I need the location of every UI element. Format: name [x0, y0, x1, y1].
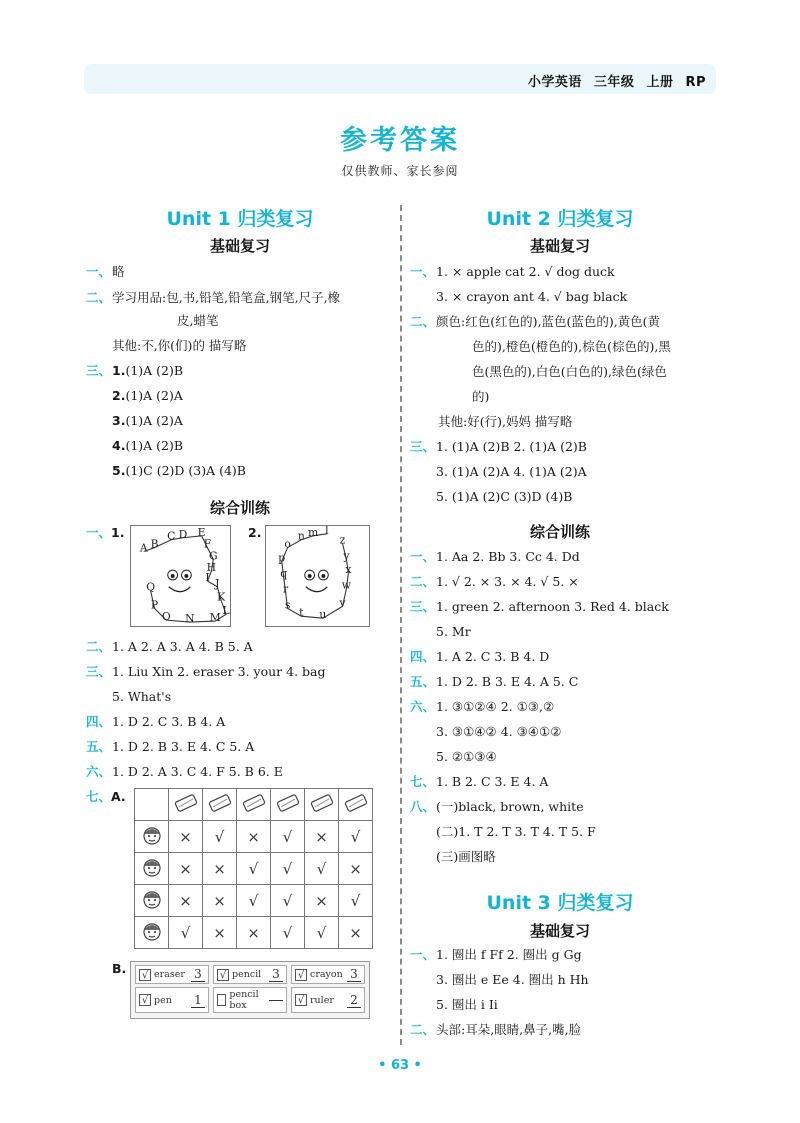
- letter-label: G: [209, 549, 218, 563]
- pencil-icon: [237, 789, 271, 821]
- answer-line: [86, 689, 171, 705]
- answer-line: [410, 289, 627, 305]
- checkbox: √: [295, 994, 307, 1006]
- answer-line: [410, 464, 587, 480]
- question-number: 八、: [410, 799, 436, 814]
- answer-text: 略: [112, 264, 125, 279]
- question-number: 三、: [410, 599, 436, 614]
- answer-text: 5. Mr: [436, 624, 471, 639]
- checkbox: √: [139, 969, 151, 981]
- letter-label: H: [206, 561, 217, 575]
- sub-number: 2.: [112, 388, 126, 403]
- item-label: crayon: [310, 969, 343, 980]
- unit1-title: Unit 1 归类复习: [166, 208, 314, 230]
- unit3-basic-title: 基础复习: [529, 922, 590, 940]
- letter-label: r: [283, 582, 289, 596]
- letter-label: p: [278, 551, 286, 565]
- answer-line: [410, 674, 578, 690]
- answer-text: 1. 圈出 f Ff 2. 圈出 g Gg: [436, 947, 582, 962]
- answer-text: 3. ③①④② 4. ③④①②: [436, 724, 562, 739]
- answer-text: 色(黑色的),白色(白色的),绿色(绿色: [472, 364, 667, 379]
- unit2-title: Unit 2 归类复习: [486, 208, 634, 230]
- question-number: 七、: [410, 774, 436, 789]
- crayon-icon: [305, 789, 339, 821]
- answer-line: [410, 1022, 581, 1038]
- answer-text: 1. D 2. C 3. B 4. A: [112, 714, 226, 729]
- answer-line: [86, 264, 125, 280]
- unit1-q7-table: [134, 788, 373, 949]
- check-cell: √: [339, 885, 373, 917]
- q7b-item: [213, 987, 287, 1013]
- q7b-item: [291, 987, 365, 1013]
- check-cell: √: [305, 917, 339, 949]
- answer-line: [86, 639, 253, 655]
- answer-text: 1. ③①②④ 2. ①③,②: [436, 699, 555, 714]
- unit2-comp-title: 综合训练: [529, 523, 590, 541]
- checkbox: √: [217, 969, 229, 981]
- unit1-comp-q1-b: 2.: [248, 525, 262, 540]
- letter-label: w: [341, 578, 352, 592]
- cartoon-face-icon: [305, 570, 329, 592]
- answer-line: [86, 388, 183, 404]
- header-edition: RP: [685, 75, 706, 90]
- answer-text: 学习用品:包,书,铅笔,铅笔盒,钢笔,尺子,橡: [112, 290, 341, 305]
- answer-text: 1. green 2. afternoon 3. Red 4. black: [436, 599, 669, 614]
- answer-line: [410, 264, 615, 280]
- answer-text: (1)C (2)D (3)A (4)B: [125, 463, 246, 478]
- answer-text: 头部:耳朵,眼睛,鼻子,嘴,脸: [436, 1022, 582, 1037]
- check-cell: ×: [203, 917, 237, 949]
- item-label: eraser: [154, 969, 185, 980]
- answer-text: 1. A 2. C 3. B 4. D: [436, 649, 550, 664]
- connect-line: [282, 534, 352, 618]
- table-row: [135, 885, 373, 917]
- letter-label: y: [343, 549, 350, 563]
- letter-label: B: [150, 537, 159, 551]
- sub-number: 3.: [112, 413, 126, 428]
- letter-label: q: [280, 566, 288, 580]
- table-row: [135, 821, 373, 853]
- answer-text: (二)1. T 2. T 3. T 4. T 5. F: [436, 824, 596, 839]
- answer-text: (1)A (2)B: [125, 363, 184, 378]
- eraser-icon: [169, 789, 203, 821]
- answer-text: 3. (1)A (2)A 4. (1)A (2)A: [436, 464, 587, 479]
- answer-text: (1)A (2)A: [125, 413, 183, 428]
- question-number: 一、: [86, 264, 112, 279]
- letter-label: A: [139, 541, 148, 555]
- question-number: 三、: [86, 363, 112, 378]
- sub-number: 5.: [112, 463, 126, 478]
- letter-label: J: [215, 576, 220, 590]
- answer-line: [410, 624, 471, 640]
- unit3-title: Unit 3 归类复习: [486, 892, 634, 914]
- question-number: 五、: [410, 674, 436, 689]
- table-row: [135, 917, 373, 949]
- q7b-item: [135, 987, 209, 1013]
- check-cell: √: [305, 853, 339, 885]
- letter-label: I: [205, 570, 210, 584]
- question-number: 一、: [410, 549, 436, 564]
- check-cell: √: [339, 821, 373, 853]
- page-title: 参考答案: [340, 125, 460, 156]
- question-number: 二、: [410, 314, 436, 329]
- letter-label: l: [325, 526, 329, 537]
- answer-line: [86, 739, 254, 755]
- question-number: 一、: [410, 264, 436, 279]
- answer-line: [410, 314, 660, 330]
- letter-label: v: [339, 596, 346, 610]
- answer-text: 1. Aa 2. Bb 3. Cc 4. Dd: [436, 549, 580, 564]
- header-volume: 上册: [646, 75, 674, 90]
- checkbox: [217, 994, 226, 1006]
- q7b-item: [213, 965, 287, 984]
- letter-label: m: [307, 526, 319, 539]
- letter-label: n: [297, 529, 305, 543]
- letter-connect-image-1: [130, 525, 231, 627]
- answer-text: 1. D 2. B 3. E 4. C 5. A: [112, 739, 255, 754]
- q7b-row: [135, 987, 365, 1013]
- letter-label: z: [339, 533, 346, 547]
- answer-line: [410, 699, 554, 715]
- question-number: 二、: [410, 1022, 436, 1037]
- answer-line: [410, 574, 579, 590]
- header-subject: 小学英语: [527, 75, 582, 90]
- check-cell: ×: [305, 885, 339, 917]
- answer-text: 1. Liu Xin 2. eraser 3. your 4. bag: [112, 664, 326, 679]
- answer-line: [410, 824, 596, 840]
- answer-text: (一)black, brown, white: [436, 799, 584, 814]
- answer-text: 1. B 2. C 3. E 4. A: [436, 774, 549, 789]
- pen-icon: [203, 789, 237, 821]
- answer-line: [177, 313, 218, 329]
- answer-line: [410, 549, 580, 565]
- answer-line: [86, 463, 246, 479]
- checkbox: √: [139, 994, 151, 1006]
- answer-text: 3. × crayon ant 4. √ bag black: [436, 289, 628, 304]
- answer-line: [86, 363, 183, 379]
- answer-line: [410, 489, 572, 505]
- question-number: 二、: [86, 290, 112, 305]
- letter-label: u: [319, 608, 327, 622]
- answer-text: 其他:不,你(们)的 描写略: [112, 338, 247, 353]
- answer-line: [410, 724, 561, 740]
- answer-text: (1)A (2)A: [125, 388, 183, 403]
- answer-line: [446, 364, 667, 380]
- question-number: 六、: [410, 699, 436, 714]
- page-subtitle: 仅供教师、家长参阅: [341, 164, 459, 178]
- answer-text: 色的),橙色(橙色的),棕色(棕色的),黑: [472, 339, 671, 354]
- q7b-item: [291, 965, 365, 984]
- unit2-basic-title: 基础复习: [529, 237, 590, 255]
- item-count: 3: [191, 967, 205, 982]
- question-number: 二、: [410, 574, 436, 589]
- item-label: pen: [154, 994, 172, 1006]
- answer-line: [112, 338, 246, 354]
- answer-text: 1. × apple cat 2. √ dog duck: [436, 264, 615, 279]
- check-cell: ×: [169, 853, 203, 885]
- check-cell: ×: [237, 917, 271, 949]
- child-avatar-icon: [135, 917, 169, 949]
- answer-text: 1. D 2. A 3. C 4. F 5. B 6. E: [112, 764, 283, 779]
- item-label: pencil: [232, 969, 262, 980]
- item-count: 3: [269, 967, 283, 982]
- answer-line: [86, 290, 340, 306]
- child-avatar-icon: [135, 821, 169, 853]
- answer-text: 5. ②①③④: [436, 749, 497, 764]
- answer-line: [410, 774, 548, 790]
- answer-text: 5. 圈出 i Ii: [436, 997, 498, 1012]
- letter-label: F: [203, 537, 212, 551]
- unit1-comp-q1-label: 一、1.: [86, 525, 125, 540]
- answer-text: 3. 圈出 e Ee 4. 圈出 h Hh: [436, 972, 589, 987]
- check-cell: √: [169, 917, 203, 949]
- answer-text: 的): [472, 389, 490, 404]
- unit1-comp-title: 综合训练: [209, 499, 270, 517]
- answer-text: 1. A 2. A 3. A 4. B 5. A: [112, 639, 253, 654]
- question-number: 二、: [86, 639, 112, 654]
- check-cell: ×: [203, 885, 237, 917]
- question-number: 五、: [86, 739, 112, 754]
- answer-line: [86, 714, 225, 730]
- q7b-row: [135, 965, 365, 984]
- item-count: 1: [191, 993, 205, 1008]
- question-number: 六、: [86, 764, 112, 779]
- checkbox: √: [295, 969, 307, 981]
- check-cell: √: [237, 853, 271, 885]
- item-count: 3: [347, 967, 361, 982]
- check-cell: ×: [305, 821, 339, 853]
- sub-number: 1.: [112, 363, 126, 378]
- corner-cell: [135, 789, 169, 821]
- unit1-q7b-box: [130, 961, 370, 1019]
- letter-label: Q: [146, 580, 156, 594]
- answer-text: 1. (1)A (2)B 2. (1)A (2)B: [436, 439, 587, 454]
- check-cell: ×: [237, 821, 271, 853]
- letter-label: N: [185, 612, 195, 626]
- answer-line: [410, 749, 497, 765]
- answer-line: [410, 947, 582, 963]
- question-number: 三、: [410, 439, 436, 454]
- item-count: [269, 1000, 283, 1001]
- item-label: ruler: [310, 994, 334, 1006]
- unit1-q7-label: 七、A.: [86, 789, 126, 804]
- answer-line: [412, 414, 572, 430]
- letter-label: M: [209, 611, 221, 625]
- q7-header-row: [135, 789, 373, 821]
- letter-label: D: [178, 527, 188, 541]
- letter-connect-image-2: [265, 525, 370, 627]
- answer-line: [446, 339, 671, 355]
- answer-text: 1. √ 2. × 3. × 4. √ 5. ×: [436, 574, 579, 589]
- table-row: [135, 853, 373, 885]
- letter-label: L: [222, 604, 230, 618]
- unit1-basic-title: 基础复习: [209, 237, 270, 255]
- q7b-item: [135, 965, 209, 984]
- child-avatar-icon: [135, 885, 169, 917]
- question-number: 三、: [86, 664, 112, 679]
- answer-line: [446, 389, 489, 405]
- item-count: 2: [347, 993, 361, 1008]
- child-avatar-icon: [135, 853, 169, 885]
- ruler-icon: [339, 789, 373, 821]
- answer-line: [410, 799, 584, 815]
- check-cell: √: [271, 885, 305, 917]
- letter-label: O: [161, 610, 171, 624]
- letter-label: t: [299, 606, 304, 620]
- unit1-q7b-label: B.: [112, 961, 127, 976]
- check-cell: √: [271, 917, 305, 949]
- question-number: 一、: [410, 947, 436, 962]
- answer-text: 5. (1)A (2)C (3)D (4)B: [436, 489, 573, 504]
- check-cell: ×: [339, 853, 373, 885]
- answer-text: 颜色:红色(红色的),蓝色(蓝色的),黄色(黄: [436, 314, 661, 329]
- check-cell: ×: [203, 853, 237, 885]
- check-cell: √: [271, 821, 305, 853]
- answer-line: [410, 599, 669, 615]
- answer-line: [410, 997, 498, 1013]
- answer-text: 1. D 2. B 3. E 4. A 5. C: [436, 674, 579, 689]
- letter-label: C: [167, 529, 176, 543]
- answer-text: (三)画图略: [436, 849, 496, 864]
- answer-line: [410, 649, 549, 665]
- cartoon-face-icon: [168, 570, 192, 592]
- sub-number: 4.: [112, 438, 126, 453]
- answer-line: [86, 764, 283, 780]
- check-cell: √: [271, 853, 305, 885]
- check-cell: ×: [169, 885, 203, 917]
- header-grade: 三年级: [593, 75, 635, 90]
- page-number: • 63 •: [378, 1058, 422, 1073]
- check-cell: ×: [339, 917, 373, 949]
- answer-text: 皮,蜡笔: [177, 313, 219, 328]
- check-cell: √: [203, 821, 237, 853]
- letter-label: P: [150, 598, 159, 612]
- answer-line: [86, 413, 183, 429]
- answer-line: [410, 439, 587, 455]
- question-number: 四、: [410, 649, 436, 664]
- check-cell: ×: [169, 821, 203, 853]
- pencil-box-icon: [271, 789, 305, 821]
- question-number: 四、: [86, 714, 112, 729]
- column-divider: [400, 205, 402, 1045]
- answer-line: [410, 972, 589, 988]
- item-label: pencil box: [229, 989, 259, 1011]
- answer-line: [86, 664, 325, 680]
- answer-line: [86, 438, 183, 454]
- letter-label: o: [284, 537, 291, 551]
- header-info: [516, 71, 706, 90]
- check-cell: √: [237, 885, 271, 917]
- answer-line: [410, 849, 496, 865]
- letter-label: s: [284, 598, 291, 612]
- letter-label: E: [197, 526, 206, 539]
- letter-label: K: [217, 590, 226, 604]
- answer-text: (1)A (2)B: [125, 438, 184, 453]
- answer-text: 其他:好(行),妈妈 描写略: [438, 414, 573, 429]
- letter-label: x: [345, 563, 352, 577]
- answer-text: 5. What's: [112, 689, 172, 704]
